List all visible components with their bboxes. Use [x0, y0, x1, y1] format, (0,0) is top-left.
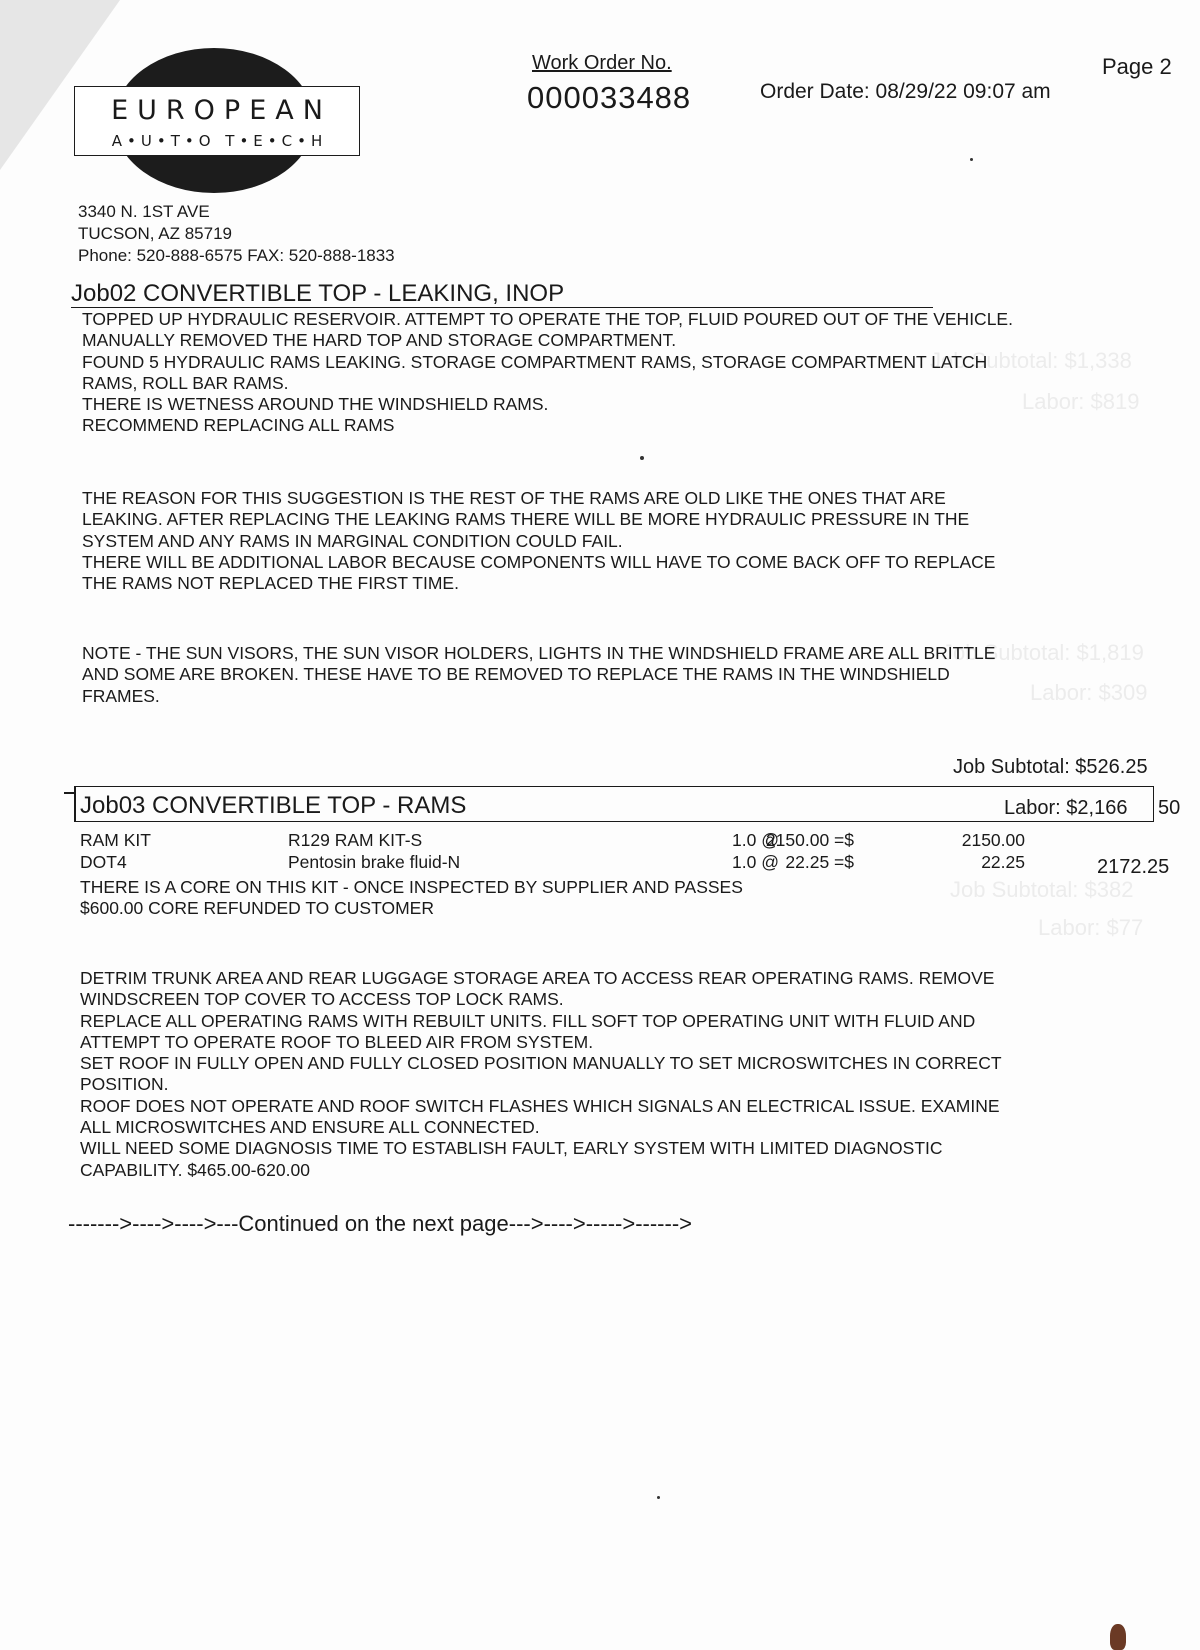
- logo-subtitle: A•U•T•O T•E•C•H: [111, 132, 328, 150]
- continued-footer: ------->---->---->---Continued on the next page--->---->----->------>: [68, 1211, 693, 1236]
- part-total: 2150.00: [961, 830, 1025, 850]
- job03-labor-cents: 50: [1158, 797, 1181, 819]
- show-through-text: Job Subtotal: $1,338: [930, 348, 1132, 373]
- show-through-text: Labor: $77: [1038, 915, 1144, 940]
- job03-bar-tick: [64, 792, 74, 794]
- job02-title: Job02 CONVERTIBLE TOP - LEAKING, INOP: [71, 280, 933, 308]
- job03-core-note: THERE IS A CORE ON THIS KIT - ONCE INSPECTED BY SUPPLIER AND PASSES $600.00 CORE REFUNDED TO CUSTOMER: [80, 877, 743, 919]
- part-row: [80, 852, 1080, 873]
- show-through-text: Labor: $819: [1022, 389, 1140, 414]
- address-phone: Phone: 520-888-6575 FAX: 520-888-1833: [78, 246, 395, 265]
- address-street: 3340 N. 1ST AVE: [78, 202, 210, 221]
- job02-findings: TOPPED UP HYDRAULIC RESERVOIR. ATTEMPT TO OPERATE THE TOP, FLUID POURED OUT OF THE VEHICLE. MANUALLY REMOVED THE HARD TOP AND STORAGE COMPARTMENT. FOUND 5 HYDRAULIC RAMS LEAKING. STORAGE COMPARTMENT RAMS, STORAGE COMPARTMENT LATCH RAMS, ROLL BAR RAMS. THERE IS WETNESS AROUND THE WINDSHIELD RAMS. RECOMMEND REPLACING ALL RAMS: [82, 309, 1013, 436]
- show-through-text: Job Subtotal: $1,819: [942, 640, 1144, 665]
- part-quantity: 1.0 @: [732, 852, 779, 872]
- logo-wordmark: EUROPEAN: [111, 95, 332, 126]
- work-order-label: Work Order No.: [532, 52, 672, 74]
- job03-procedure: DETRIM TRUNK AREA AND REAR LUGGAGE STORAGE AREA TO ACCESS REAR OPERATING RAMS. REMOVE WINDSCREEN TOP COVER TO ACCESS TOP LOCK RAMS. REPLACE ALL OPERATING RAMS WITH REBUILT UNITS. FILL SOFT TOP OPERATING UNIT WITH FLUID AND ATTEMPT TO OPERATE ROOF TO BLEED AIR FROM SYSTEM. SET ROOF IN FULLY OPEN AND FULLY CLOSED POSITION MANUALLY TO SET MICROSWITCHES IN CORRECT POSITION. ROOF DOES NOT OPERATE AND ROOF SWITCH FLASHES WHICH SIGNALS AN ELECTRICAL ISSUE. EXAMINE ALL MICROSWITCHES AND ENSURE ALL CONNECTED. WILL NEED SOME DIAGNOSIS TIME TO ESTABLISH FAULT, EARLY SYSTEM WITH LIMITED DIAGNOSTIC CAPABILITY. $465.00-620.00: [80, 968, 1002, 1180]
- show-through-text: Job Subtotal: $382: [950, 877, 1134, 902]
- scan-speck: [657, 1496, 660, 1499]
- job03-labor: Labor: $2,166: [1004, 797, 1128, 819]
- part-price: 2150.00 =$: [765, 830, 854, 850]
- job03-parts-total: 2172.25: [1097, 856, 1170, 878]
- company-logo: [74, 48, 364, 198]
- company-address: [78, 201, 395, 267]
- job02-subtotal: Job Subtotal: $526.25: [953, 756, 1148, 778]
- part-code: DOT4: [80, 852, 127, 872]
- order-date: Order Date: 08/29/22 09:07 am: [760, 80, 1051, 103]
- job02-reason: THE REASON FOR THIS SUGGESTION IS THE REST OF THE RAMS ARE OLD LIKE THE ONES THAT ARE LEAKING. AFTER REPLACING THE LEAKING RAMS THERE WILL BE MORE HYDRAULIC PRESSURE IN THE SYSTEM AND ANY RAMS IN MARGINAL CONDITION COULD FAIL. THERE WILL BE ADDITIONAL LABOR BECAUSE COMPONENTS WILL HAVE TO COME BACK OFF TO REPLACE THE RAMS NOT REPLACED THE FIRST TIME.: [82, 488, 996, 594]
- work-order-number: 000033488: [527, 80, 692, 115]
- scan-speck: [970, 158, 973, 161]
- part-quantity: 1.0 @: [732, 830, 779, 850]
- address-city: TUCSON, AZ 85719: [78, 224, 233, 243]
- part-description: Pentosin brake fluid-N: [288, 852, 461, 872]
- part-total: 22.25: [981, 852, 1025, 872]
- job03-title: Job03 CONVERTIBLE TOP - RAMS: [80, 792, 467, 819]
- part-description: R129 RAM KIT-S: [288, 830, 423, 850]
- show-through-text: Labor: $309: [1030, 680, 1148, 705]
- ink-stain: [1110, 1624, 1126, 1650]
- part-price: 22.25 =$: [785, 852, 854, 872]
- job02-note: NOTE - THE SUN VISORS, THE SUN VISOR HOLDERS, LIGHTS IN THE WINDSHIELD FRAME ARE ALL BRITTLE AND SOME ARE BROKEN. THESE HAVE TO BE REMOVED TO REPLACE THE RAMS IN THE WINDSHIELD FRAMES.: [82, 643, 996, 706]
- part-code: RAM KIT: [80, 830, 151, 850]
- page-number: Page 2: [1102, 54, 1172, 79]
- scan-speck: [640, 456, 644, 460]
- part-row: [80, 830, 1080, 851]
- logo-box: [74, 86, 360, 156]
